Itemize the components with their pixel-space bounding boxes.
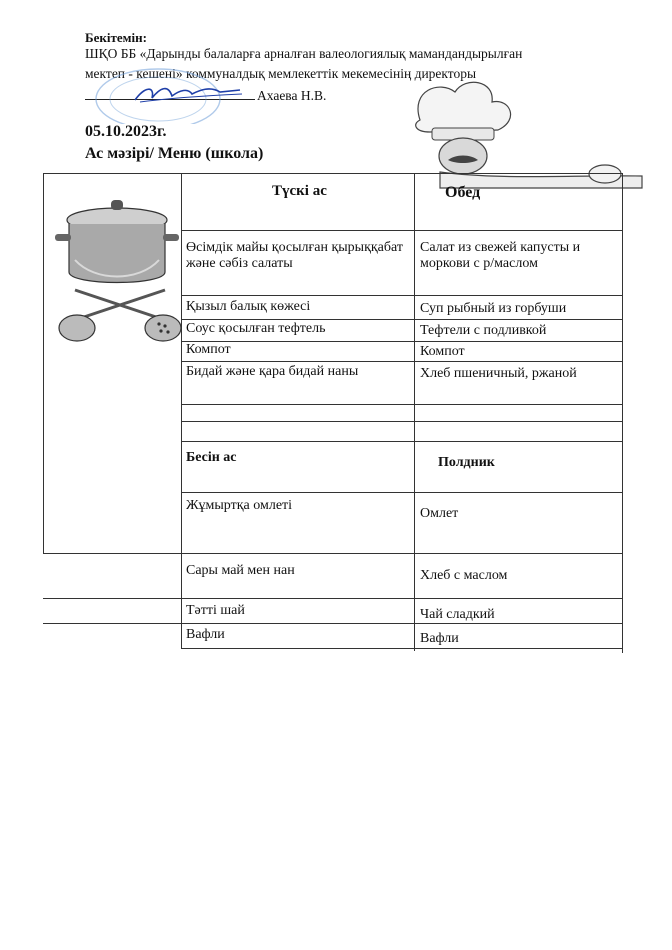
lunch-item-ru: Компот xyxy=(420,344,465,359)
snack-item-kz: Вафли xyxy=(186,627,225,642)
table-col-divider-1 xyxy=(181,173,182,648)
signature-image xyxy=(130,78,250,108)
menu-title: Ас мәзірі/ Меню (школа) xyxy=(85,145,264,162)
snack-item-ru: Вафли xyxy=(420,631,459,646)
table-row-line xyxy=(181,404,622,405)
table-row-line xyxy=(181,492,622,493)
lunch-item-ru: Салат из свежей капусты и моркови с р/маслом xyxy=(420,240,581,271)
snack-item-kz: Тәтті шай xyxy=(186,603,245,618)
table-row-line xyxy=(181,295,622,296)
table-row-line xyxy=(43,553,622,554)
approval-label: Бекітемін: xyxy=(85,30,147,45)
lunch-item-kz: Компот xyxy=(186,342,231,357)
snack-item-kz: Жұмыртқа омлеті xyxy=(186,498,293,513)
snack-item-ru: Омлет xyxy=(420,506,459,521)
snack-item-ru: Чай сладкий xyxy=(420,607,495,622)
snack-header-ru: Полдник xyxy=(438,455,495,470)
table-col-divider-2 xyxy=(414,173,415,651)
table-row-line xyxy=(181,361,622,362)
table-right-border xyxy=(622,173,623,653)
table-top-border xyxy=(43,173,623,174)
lunch-item-ru: Тефтели с подливкой xyxy=(420,323,547,338)
table-row-line xyxy=(181,441,622,442)
pot-illustration xyxy=(55,190,185,350)
snack-item-kz: Сары май мен нан xyxy=(186,563,295,578)
table-row-line xyxy=(181,230,622,231)
table-row-line xyxy=(43,598,622,599)
approval-line-1: ШҚО ББ «Дарынды балаларға арналған валеологиялық мамандандырылған xyxy=(85,46,523,61)
lunch-item-kz: Бидай және қара бидай наны xyxy=(186,364,359,379)
table-bottom-border xyxy=(181,648,622,649)
snack-item-ru: Хлеб с маслом xyxy=(420,568,508,583)
table-row-line xyxy=(43,623,622,624)
approval-line-2: мектеп - кешені» коммуналдық мемлекеттік мекемесінің директоры xyxy=(85,66,477,81)
table-row-line xyxy=(181,421,622,422)
lunch-item-ru: Хлеб пшеничный, ржаной xyxy=(420,366,577,381)
table-row-line xyxy=(181,319,622,320)
lunch-item-kz: Өсімдік майы қосылған қырыққабат және сәбіз салаты xyxy=(186,240,403,271)
lunch-header-ru: Обед xyxy=(445,184,481,201)
menu-date: 05.10.2023г. xyxy=(85,123,167,140)
lunch-item-kz: Соус қосылған тефтель xyxy=(186,321,326,336)
signer-name: Ахаева Н.В. xyxy=(257,88,327,103)
table-left-border xyxy=(43,173,44,553)
table-row-line xyxy=(181,341,622,342)
lunch-item-kz: Қызыл балық көжесі xyxy=(186,299,311,314)
snack-header-kz: Бесін ас xyxy=(186,450,237,465)
lunch-header-kz: Түскі ас xyxy=(272,183,327,199)
lunch-item-ru: Суп рыбный из горбуши xyxy=(420,301,567,316)
